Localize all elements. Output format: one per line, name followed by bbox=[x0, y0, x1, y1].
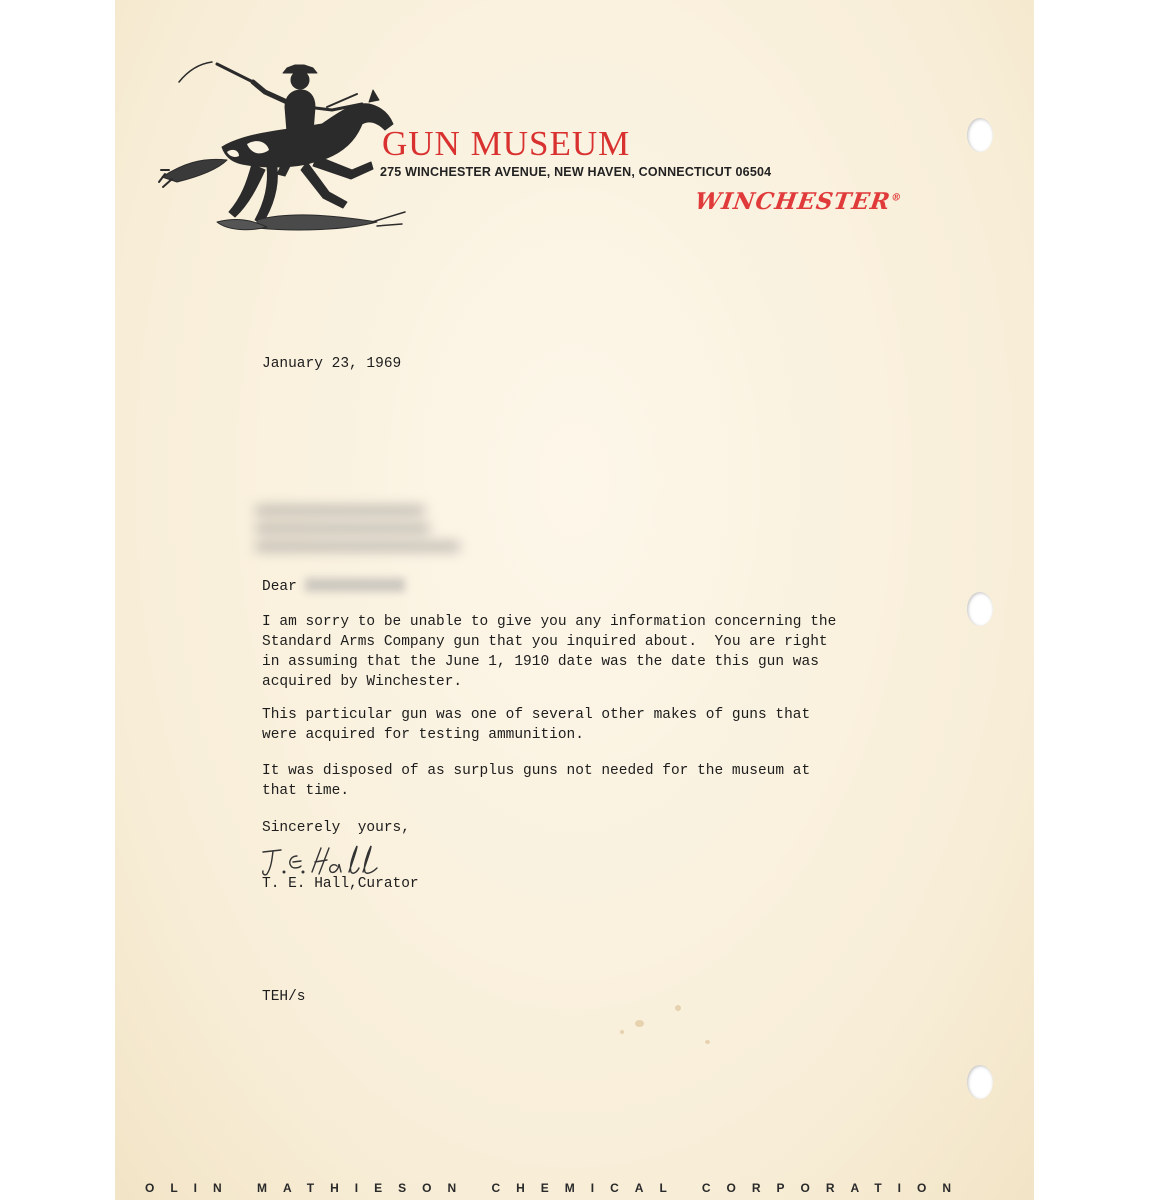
brand-logo bbox=[693, 188, 903, 215]
letter-paragraph: It was disposed of as surplus guns not needed for the museum at that time. bbox=[262, 763, 811, 799]
punch-hole bbox=[967, 1065, 993, 1099]
museum-title: GUN MUSEUM bbox=[382, 124, 631, 163]
redacted-recipient-name bbox=[305, 578, 405, 592]
salutation: Dear bbox=[262, 579, 297, 595]
signer-name: T. E. Hall,Curator bbox=[262, 876, 419, 892]
handwritten-signature bbox=[257, 842, 387, 878]
registered-mark: ® bbox=[890, 192, 903, 204]
letter-sheet bbox=[115, 0, 1034, 1200]
corporation-footer: OLIN MATHIESON CHEMICAL CORPORATION bbox=[145, 1181, 967, 1195]
redacted-recipient-address bbox=[255, 500, 465, 562]
letter-closing: Sincerely yours, bbox=[262, 820, 410, 836]
typist-initials: TEH/s bbox=[262, 989, 306, 1005]
letter-paragraph: I am sorry to be unable to give you any information concerning the Standard Arms Company gun that you inquired about. You are right in assuming that the June 1, 1910 date was the date this gun was acquired by Winchester. bbox=[262, 614, 837, 690]
horse-and-rider-icon bbox=[157, 52, 407, 237]
letter-paragraph: This particular gun was one of several other makes of guns that were acquired for testing ammunition. bbox=[262, 707, 811, 743]
museum-address: 275 WINCHESTER AVENUE, NEW HAVEN, CONNECTICUT 06504 bbox=[380, 165, 772, 179]
punch-hole bbox=[967, 592, 993, 626]
punch-hole bbox=[967, 118, 993, 152]
letter-date: January 23, 1969 bbox=[262, 356, 402, 372]
brand-name: WINCHESTER bbox=[693, 188, 893, 215]
